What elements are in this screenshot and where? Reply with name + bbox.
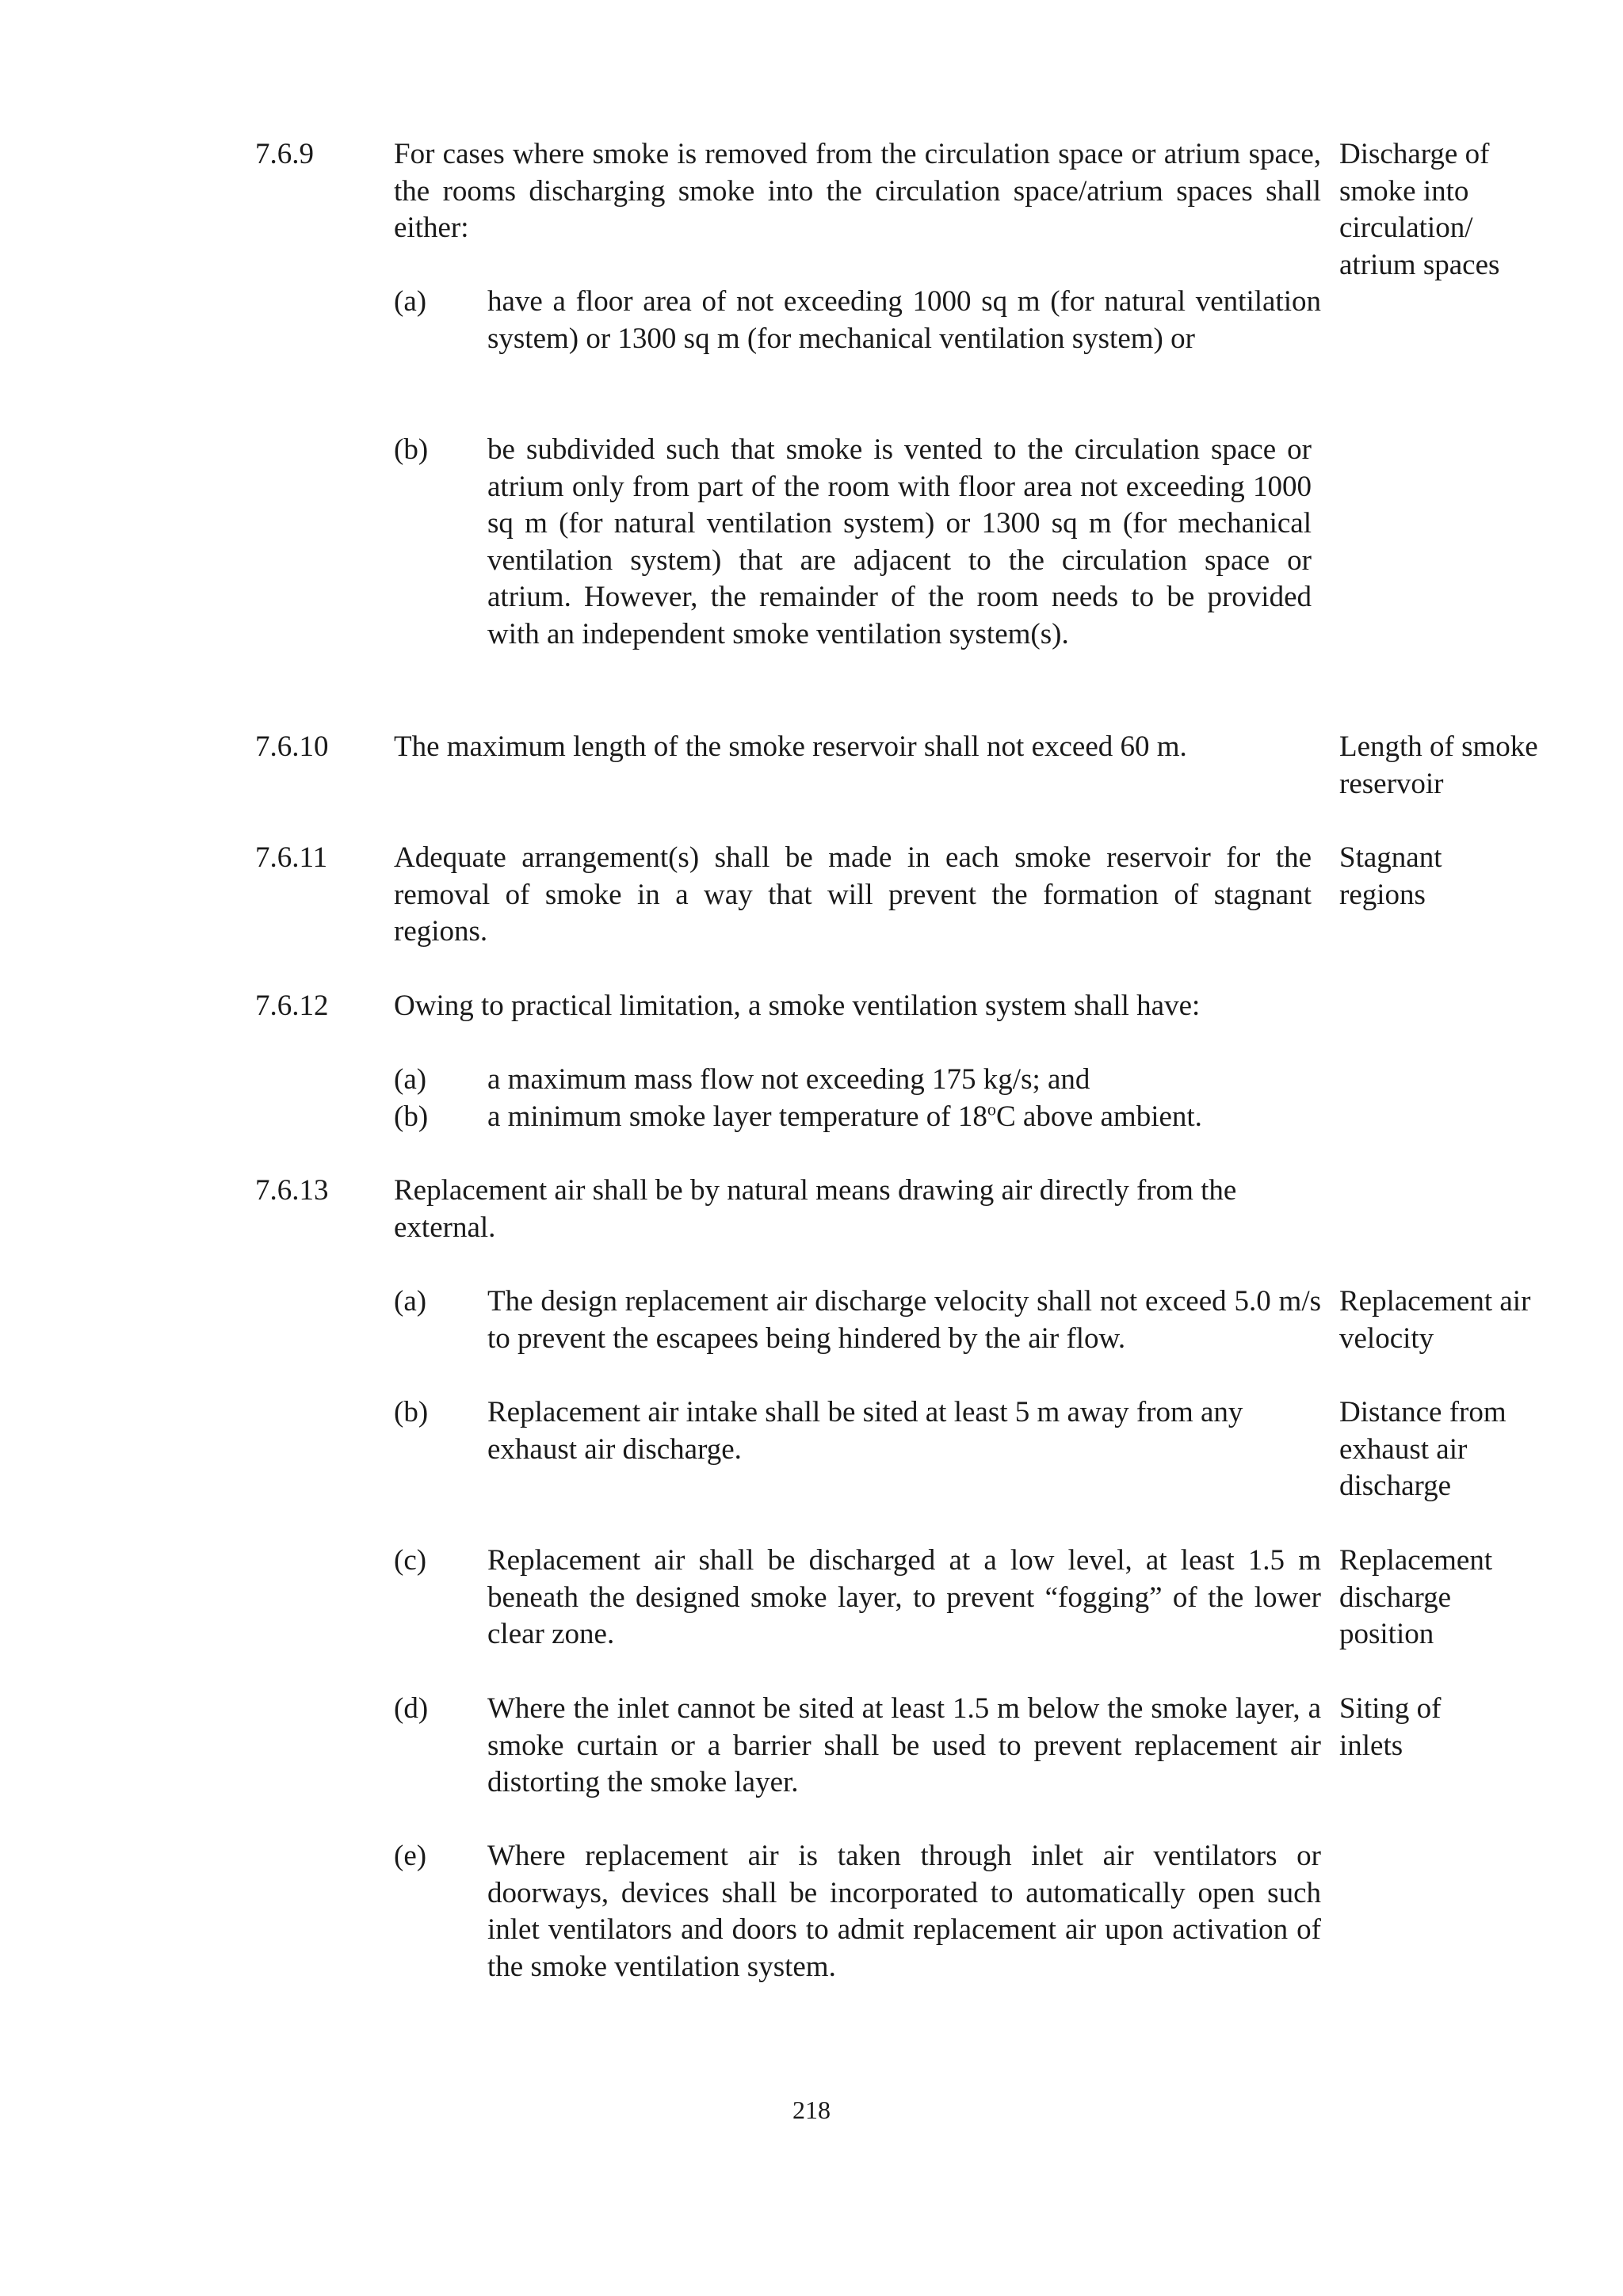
item-label: (a) xyxy=(394,1063,427,1096)
clause-number: 7.6.10 xyxy=(255,730,329,763)
clause-text: Replacement air shall be by natural means drawing air directly from the external. xyxy=(394,1174,1237,1244)
item-text-part: C above ambient. xyxy=(995,1100,1202,1133)
clause-text: Adequate arrangement(s) shall be made in each smoke reservoir for the removal of smoke in a way that will prevent the formation of stagnant regions. xyxy=(394,841,1312,948)
item-text: Replacement air shall be discharged at a low level, at least 1.5 m beneath the designed smoke layer, to prevent “fogging” of the lower clear zone. xyxy=(487,1544,1321,1650)
margin-note: Stagnant regions xyxy=(1339,841,1442,911)
clause-number: 7.6.11 xyxy=(255,841,328,874)
item-label: (b) xyxy=(394,1396,429,1428)
item-text: Where the inlet cannot be sited at least 1.5 m below the smoke layer, a smoke curtain or a barrier shall be used to prevent replacement air distorting the smoke layer. xyxy=(487,1692,1321,1798)
page-number: 218 xyxy=(792,2096,831,2124)
clause-number: 7.6.9 xyxy=(255,138,314,170)
item-text: have a floor area of not exceeding 1000 sq m (for natural ventilation system) or 1300 sq m (for mechanical ventilation system) or xyxy=(487,285,1321,355)
margin-note: Distance from exhaust air discharge xyxy=(1339,1396,1507,1502)
item-label: (a) xyxy=(394,1285,427,1318)
item-text: The design replacement air discharge velocity shall not exceed 5.0 m/s to prevent the escapees being hindered by the air flow. xyxy=(487,1285,1321,1355)
item-label: (b) xyxy=(394,1100,429,1133)
item-text: be subdivided such that smoke is vented to the circulation space or atrium only from part of the room with floor area not exceeding 1000 sq m (for natural ventilation system) or 1300 sq m (for mechanical ventilation system) that are adjacent to the circulation space or atrium. However, the remainder of the room needs to be provided with an independent smoke ventilation system(s). xyxy=(487,433,1312,650)
item-label: (a) xyxy=(394,285,427,318)
item-label: (c) xyxy=(394,1544,427,1577)
item-text xyxy=(487,1099,1321,1136)
clause-number: 7.6.13 xyxy=(255,1174,329,1207)
item-label: (e) xyxy=(394,1840,427,1872)
margin-note: Replacement air velocity xyxy=(1339,1285,1531,1355)
degree-superscript: o xyxy=(987,1099,996,1119)
clause-number: 7.6.12 xyxy=(255,990,329,1022)
margin-note: Length of smoke reservoir xyxy=(1339,730,1538,800)
clause-text: The maximum length of the smoke reservoir shall not exceed 60 m. xyxy=(394,730,1187,763)
item-label: (d) xyxy=(394,1692,429,1725)
clause-text: Owing to practical limitation, a smoke ventilation system shall have: xyxy=(394,990,1201,1022)
item-label: (b) xyxy=(394,433,429,466)
margin-note: Replacement discharge position xyxy=(1339,1544,1493,1650)
item-text: Where replacement air is taken through inlet air ventilators or doorways, devices shall be incorporated to automatically open such inlet ventilators and doors to admit replacement air upon activation of the smoke ventilation system. xyxy=(487,1840,1321,1983)
item-text-part: a minimum smoke layer temperature of 18 xyxy=(487,1100,987,1133)
clause-text: For cases where smoke is removed from the circulation space or atrium space, the rooms discharging smoke into the circulation space/atrium spaces shall either: xyxy=(394,138,1321,244)
margin-note: Siting of inlets xyxy=(1339,1692,1442,1762)
item-text: Replacement air intake shall be sited at least 5 m away from any exhaust air discharge. xyxy=(487,1396,1243,1466)
margin-note: Discharge of smoke into circulation/ atrium spaces xyxy=(1339,138,1500,281)
item-text: a maximum mass flow not exceeding 175 kg/s; and xyxy=(487,1063,1090,1096)
